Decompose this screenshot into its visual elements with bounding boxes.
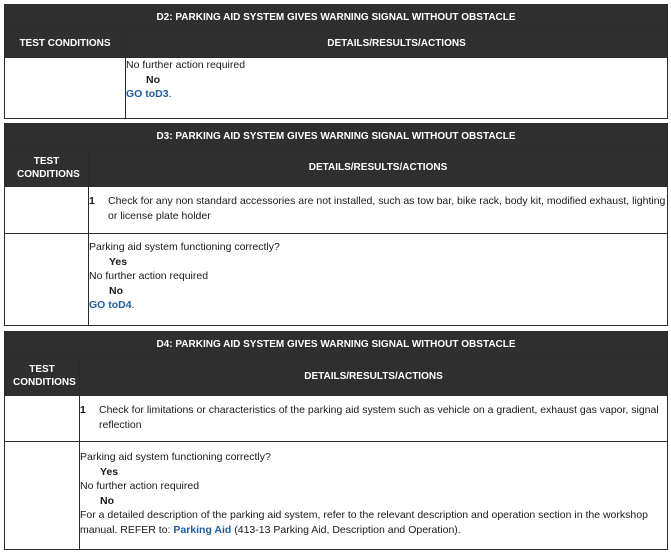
d3-step-conditions-cell: [5, 187, 89, 234]
d4-no-label: No: [100, 494, 114, 507]
d4-step-cell: [80, 396, 668, 442]
d3-step-cell: [89, 187, 668, 234]
d4-step-conditions-cell: [5, 396, 80, 442]
d3-col-conditions: TEST CONDITIONS: [5, 149, 89, 187]
d4-step-number: 1: [80, 404, 86, 416]
d3-section: [4, 123, 668, 326]
d3-result-cell: [89, 234, 668, 326]
d4-result-conditions-cell: [5, 442, 80, 550]
d4-col-details: DETAILS/RESULTS/ACTIONS: [80, 357, 668, 396]
d4-step-text: Check for limitations or characteristics of the parking aid system such as vehicle on a gradient, exhaust gas vapor, signal reflection: [99, 404, 659, 431]
d2-details-cell: [126, 58, 668, 119]
d4-yes-result: No further action required: [80, 480, 200, 492]
d4-parking-aid-link[interactable]: Parking Aid: [173, 523, 232, 536]
d4-no-result-prefix: For a detailed description of the parking aid system, refer to the relevant description and operation section in the workshop manual. REFER to:: [80, 509, 648, 536]
d2-col-conditions: TEST CONDITIONS: [5, 30, 126, 58]
d4-result-cell: [80, 442, 668, 550]
d4-section: [4, 331, 668, 550]
d4-no-result: [80, 508, 667, 537]
d2-title: D2: PARKING AID SYSTEM GIVES WARNING SIGNAL WITHOUT OBSTACLE: [5, 5, 668, 30]
d3-step-number: 1: [89, 195, 95, 207]
d3-no-label: No: [109, 284, 123, 297]
d3-goto-d4-link[interactable]: GO toD4: [89, 299, 132, 311]
d3-result-conditions-cell: [5, 234, 89, 326]
d3-question: Parking aid system functioning correctly?: [89, 241, 280, 253]
d4-yes-label: Yes: [100, 465, 119, 478]
d2-col-details: DETAILS/RESULTS/ACTIONS: [126, 30, 668, 58]
d2-no-label: No: [146, 73, 160, 86]
d3-yes-label: Yes: [109, 255, 128, 268]
d4-question: Parking aid system functioning correctly?: [80, 451, 271, 463]
d3-col-details: DETAILS/RESULTS/ACTIONS: [89, 149, 668, 187]
d3-step-text: Check for any non standard accessories are not installed, such as tow bar, bike rack, body kit, modified exhaust, lighting or license plate holder: [108, 195, 666, 222]
d4-ref-tail: (413-13 Parking Aid, Description and Operation).: [231, 523, 461, 536]
d4-title: D4: PARKING AID SYSTEM GIVES WARNING SIGNAL WITHOUT OBSTACLE: [5, 332, 668, 357]
d2-goto-tail: .: [168, 88, 172, 100]
d4-col-conditions: TEST CONDITIONS: [5, 357, 80, 396]
d3-title: D3: PARKING AID SYSTEM GIVES WARNING SIGNAL WITHOUT OBSTACLE: [5, 124, 668, 149]
d3-yes-result: No further action required: [89, 270, 209, 282]
d2-conditions-cell: [5, 58, 126, 119]
d2-no-further-action: No further action required: [126, 59, 246, 71]
d3-goto-tail: .: [131, 299, 135, 311]
d2-section: [4, 4, 668, 119]
d2-goto-d3-link[interactable]: GO toD3: [126, 88, 169, 100]
